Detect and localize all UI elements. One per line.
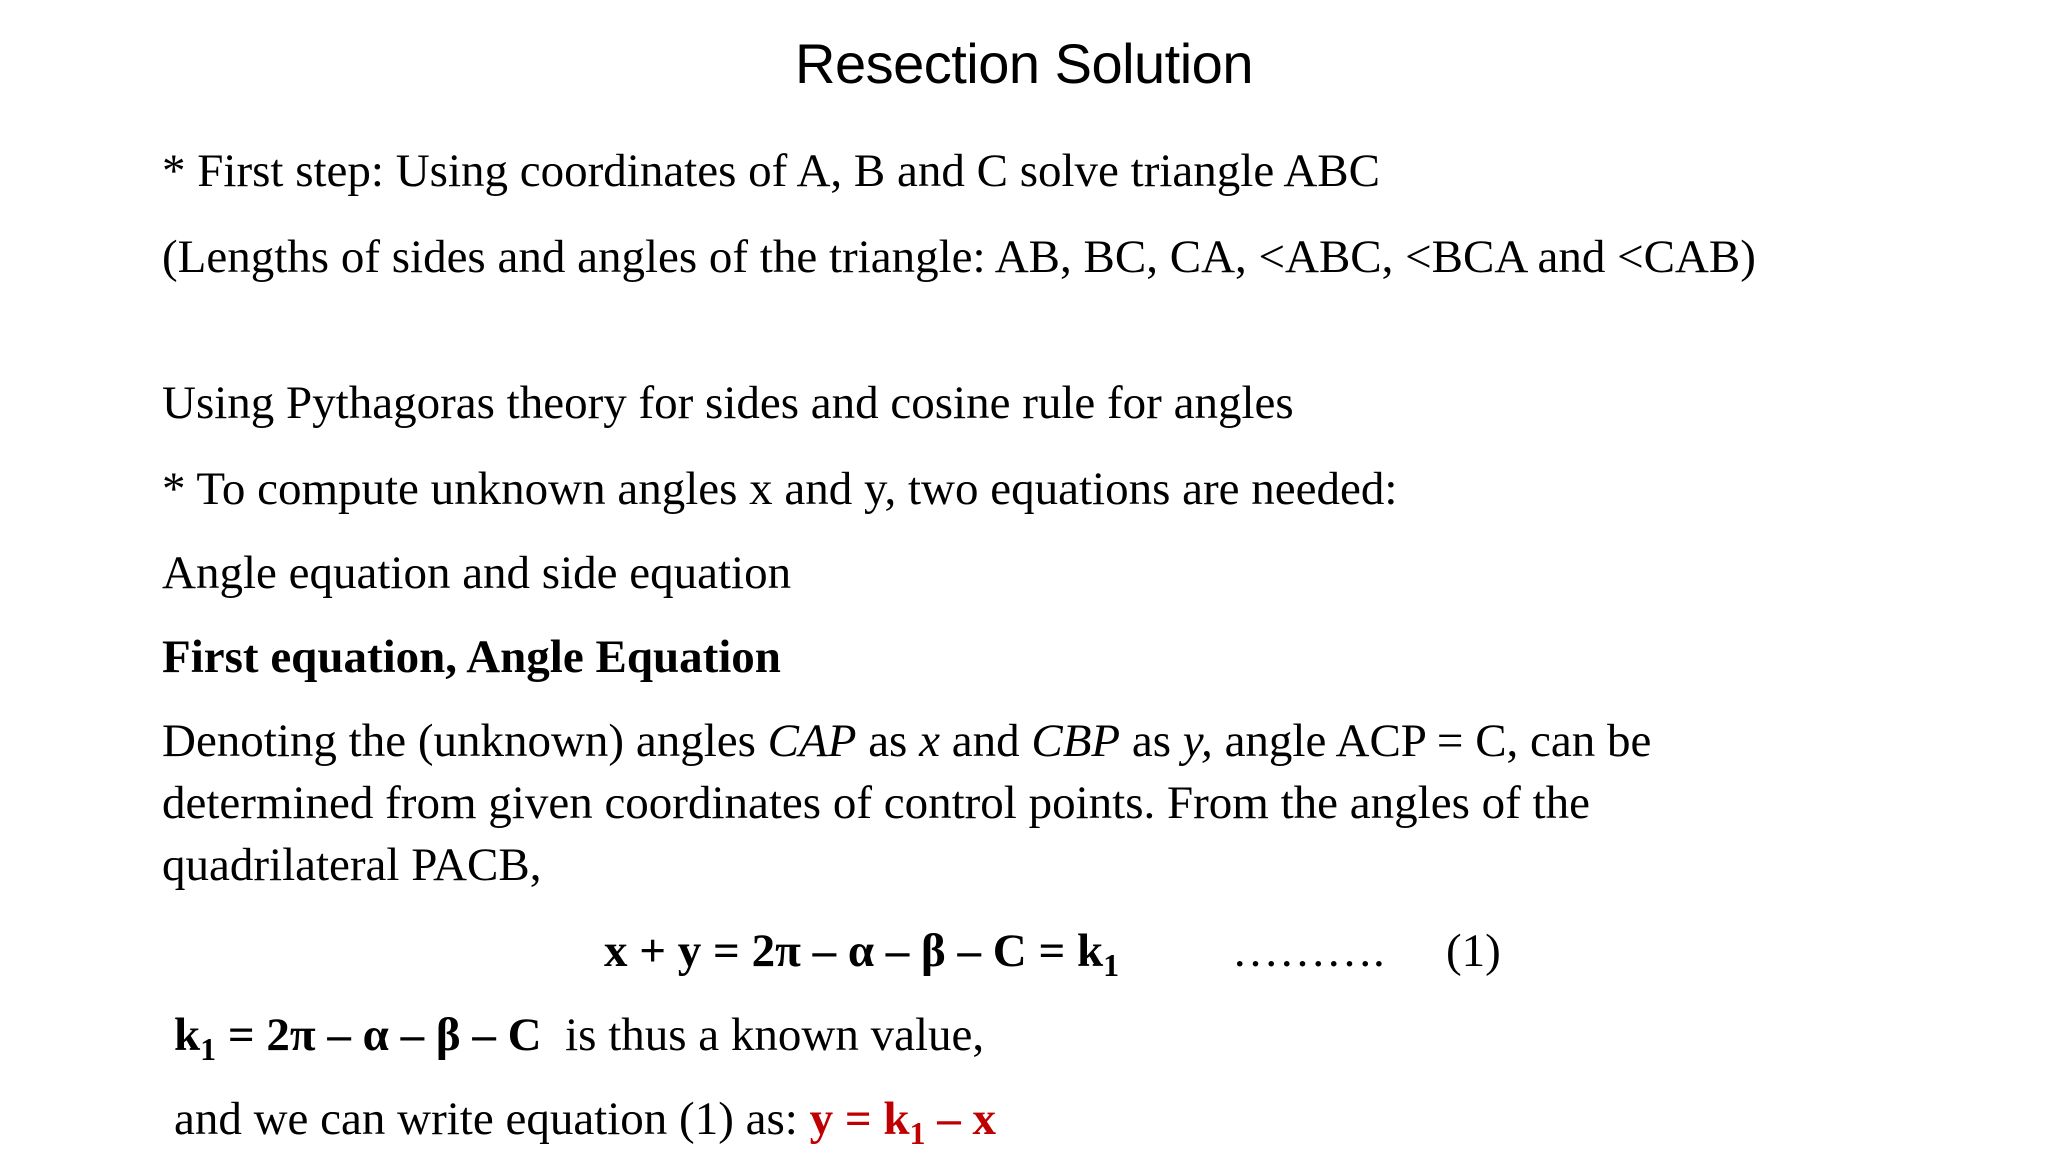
- triangle-elements-text: (Lengths of sides and angles of the triangle: AB, BC, CA, <ABC, <BCA and <CAB): [162, 231, 1756, 283]
- k1-subscript: 1: [200, 1031, 217, 1067]
- para-part-3: and: [939, 715, 1032, 767]
- equation-1-subscript: 1: [1103, 947, 1120, 983]
- first-step-text: * First step: Using coordinates of A, B and C solve triangle ABC: [162, 145, 1381, 197]
- para-part-4: as: [1120, 715, 1183, 767]
- k1-known-text: is thus a known value,: [541, 1009, 985, 1061]
- pythagoras-text: Using Pythagoras theory for sides and cosine rule for angles: [162, 377, 1294, 429]
- equation-1: [604, 920, 1119, 982]
- final-equation-highlight: [809, 1093, 996, 1151]
- angle-cbp: CBP: [1031, 715, 1121, 767]
- equation-1-lhs: x + y = 2π – α – β – C = k: [604, 925, 1104, 977]
- denoting-paragraph: [162, 710, 1802, 896]
- k1-known-value-line: [174, 1004, 984, 1066]
- final-equation-red-suffix: – x: [925, 1093, 996, 1145]
- unknown-angles-text: * To compute unknown angles x and y, two equations are needed:: [162, 463, 1398, 515]
- var-y: y,: [1182, 715, 1213, 767]
- var-x: x: [919, 715, 940, 767]
- slide-title: Resection Solution: [795, 32, 1253, 95]
- equation-1-dots: ……….: [1232, 925, 1385, 977]
- k1-expression: = 2π – α – β – C: [216, 1009, 542, 1061]
- para-part-1: Denoting the (unknown) angles: [162, 715, 768, 767]
- final-equation-red-prefix: y = k: [809, 1093, 910, 1145]
- para-part-5: angle ACP = C, can be determined from given coordinates of control points. From the angles of the quadrilateral PACB,: [162, 715, 1652, 891]
- angle-equation-heading: First equation, Angle Equation: [162, 631, 781, 683]
- angle-cap: CAP: [767, 715, 857, 767]
- equation-1-number: (1): [1446, 925, 1501, 977]
- final-equation-line: [174, 1088, 996, 1150]
- para-part-2: as: [856, 715, 920, 767]
- equations-needed-text: Angle equation and side equation: [162, 547, 792, 599]
- final-equation-red-subscript: 1: [909, 1115, 926, 1151]
- k1-symbol: k: [174, 1009, 201, 1061]
- final-equation-text: and we can write equation (1) as:: [174, 1093, 810, 1145]
